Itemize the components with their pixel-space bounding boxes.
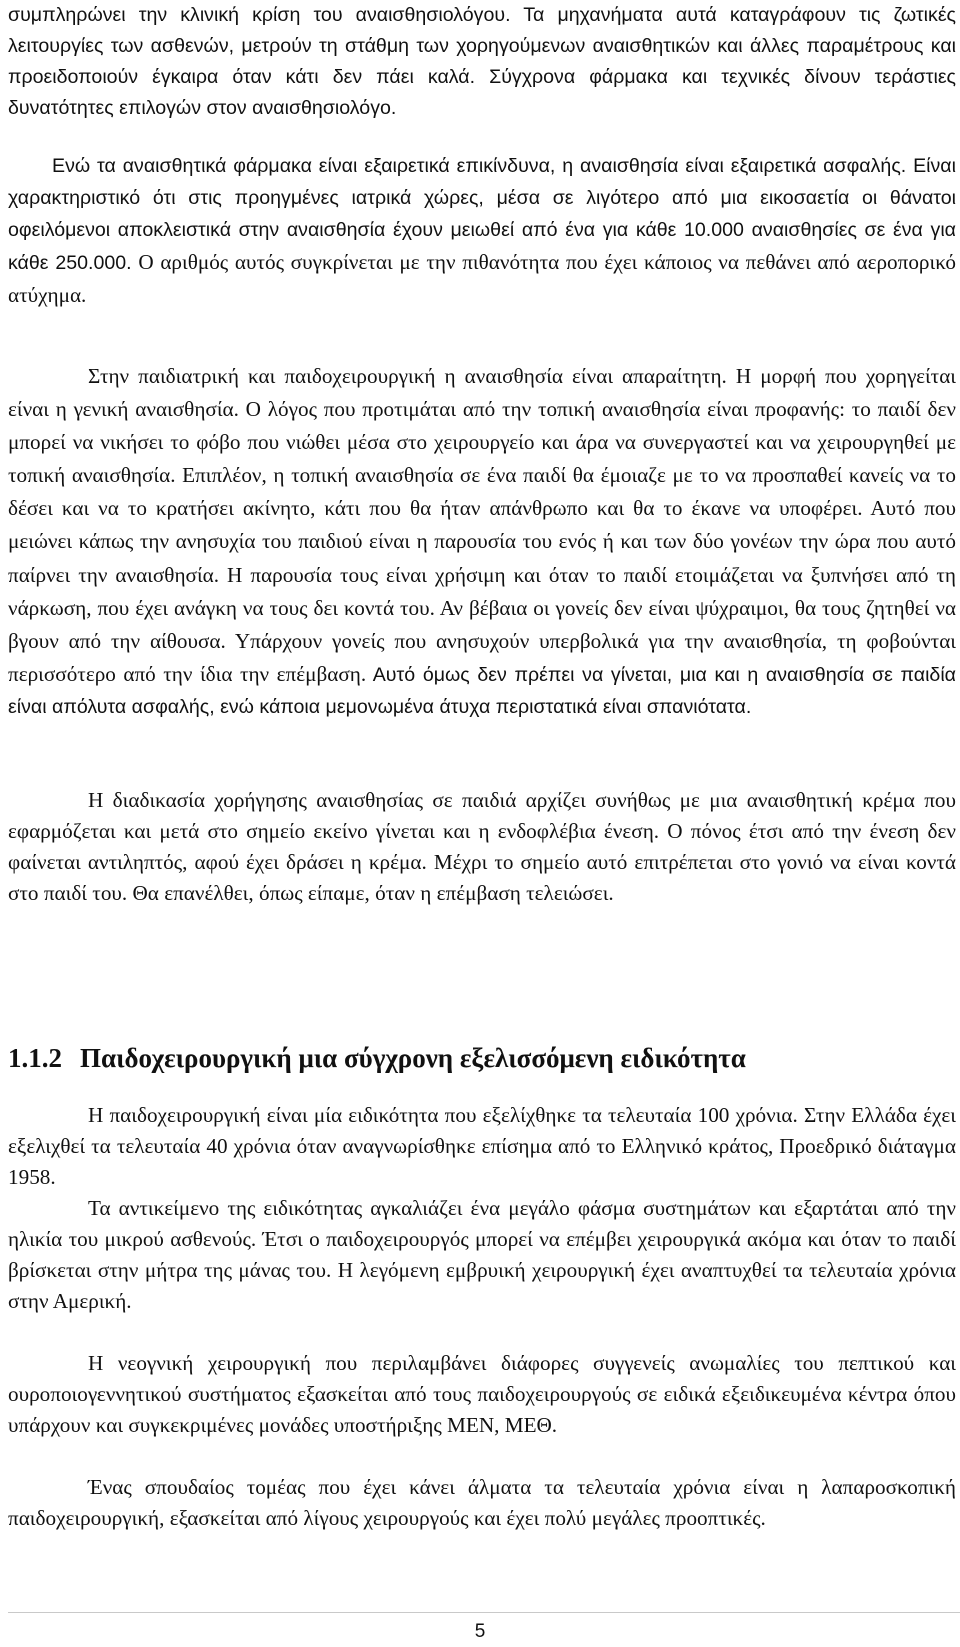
paragraph-safety-sentence-2: Είναι χαρακτηριστικό ότι στις προηγμένες ιατρικά χώρες, μέσα σε λιγότερο από μια εικοσαετία οι θάνατοι οφειλόμενοι αποκλειστικά στην αναισθησία έχουν μειωθεί από ένα για κάθε 10.000 αναισθησίες σε ένα για κάθε 250.000. xyxy=(8,155,956,275)
paragraph-laparoscopic-surgery xyxy=(8,1472,956,1534)
paragraph-pediatric-anesthesia-part-4: Αυτό που μειώνει κάπως την ανησυχία του παιδιού είναι η παρουσία του ενός ή και των δύο γονέων την ώρα που αυτό παίρνει την αναισθησία. Η παρουσία τους είναι χρήσιμη και όταν το παιδί ετοιμάζεται να ξυπνήσει από τη νάρκωση, που έχει ανάγκη να τους δει κοντά του. Αν βέβαια οι γονείς δεν είναι ψύχραιμοι, θα τους ζητηθεί να βγουν από την αίθουσα. Υπάρχουν γονείς που ανησυχούν υπερβολικά για την αναισθησία, τη φοβούνται περισσότερο από την ίδια την επέμβαση. xyxy=(8,496,957,686)
paragraph-procedure-text: Η διαδικασία χορήγησης αναισθησίας σε παιδιά αρχίζει συνήθως με μια αναισθητική κρέμα που εφαρμόζεται και μετά στο σημείο εκείνο γίνεται και η ενδοφλέβια ένεση. Ο πόνος έτσι από την ένεση δεν φαίνεται αντιληπτός, αφού έχει δράσει η κρέμα. Μέχρι το σημείο αυτό επιτρέπεται στο γονιό να είναι κοντά στο παιδί του. Θα επανέλθει, όπως είπαμε, όταν η επέμβαση τελειώσει. xyxy=(8,788,956,906)
footer-divider xyxy=(8,1612,960,1613)
paragraph-procedure xyxy=(8,785,956,909)
paragraph-laparoscopic-surgery-text: Ένας σπουδαίος τομέας που έχει κάνει άλματα τα τελευταία χρόνια είναι η λαπαροσκοπική παιδοχειρουργική, εξασκείται από λίγους χειρουργούς και έχει πολύ μεγάλες προοπτικές. xyxy=(8,1475,956,1531)
paragraph-safety-sentence-1: Ενώ τα αναισθητικά φάρμακα είναι εξαιρετικά επικίνδυνα, η αναισθησία είναι εξαιρετικά ασφαλής. xyxy=(52,155,907,177)
paragraph-neonatal-surgery xyxy=(8,1348,956,1441)
paragraph-specialty-scope xyxy=(8,1193,956,1317)
paragraph-specialty-history-text: Η παιδοχειρουργική είναι μία ειδικότητα που εξελίχθηκε τα τελευταία 100 χρόνια. Στην Ελλάδα έχει εξελιχθεί τα τελευταία 40 χρόνια όταν αναγνωρίσθηκε επίσημα από το Ελληνικό κράτος, Προεδρικό διάταγμα 1958. xyxy=(8,1103,956,1190)
page-number: 5 xyxy=(474,1621,486,1642)
paragraph-specialty-history xyxy=(8,1100,956,1193)
section-title: Παιδοχειρουργική μια σύγχρονη εξελισσόμενη ειδικότητα xyxy=(80,1043,746,1073)
paragraph-safety-sentence-3: Ο αριθμός αυτός συγκρίνεται με την πιθανότητα που έχει κάποιος να πεθάνει από αεροπορικό ατύχημα. xyxy=(8,250,957,308)
paragraph-pediatric-anesthesia xyxy=(8,361,956,724)
paragraph-neonatal-surgery-text: Η νεογνική χειρουργική που περιλαμβάνει διάφορες συγγενείς ανωμαλίες του πεπτικού και ουροποιογεννητικού συστήματος εξασκείται από τους παιδοχειρουργούς σε ειδικά εξειδικευμένα κέντρα όπου υπάρχουν και συγκεκριμένες μονάδες υποστήριξης ΜΕΝ, ΜΕΘ. xyxy=(8,1351,956,1438)
paragraph-monitoring-text: συμπληρώνει την κλινική κρίση του αναισθησιολόγου. Τα μηχανήματα αυτά καταγράφουν τις ζωτικές λειτουργίες των ασθενών, μετρούν τη στάθμη των χορηγούμενων αναισθητικών και άλλες παραμέτρους και προειδοποιούν έγκαιρα όταν κάτι δεν πάει καλά. Σύγχρονα φάρμακα και τεχνικές δίνουν τεράστιες δυνατότητες επιλογών στον αναισθησιολόγο. xyxy=(8,4,956,120)
paragraph-pediatric-anesthesia-part-3: Επιπλέον, η τοπική αναισθησία σε ένα παιδί θα έμοιαζε με το να προσπαθεί κανείς να το δέσει και να το κρατήσει ακίνητο, κάτι που θα ήταν απάνθρωπο και θα το έκανε να υποφέρει. xyxy=(8,463,956,521)
section-number: 1.1.2 xyxy=(8,1043,62,1073)
paragraph-specialty-scope-text: Τα αντικείμενο της ειδικότητας αγκαλιάζει ένα μεγάλο φάσμα συστημάτων και εξαρτάται από την ηλικία του μικρού ασθενούς. Έτσι ο παιδοχειρουργός μπορεί να επέμβει χειρουργικά ακόμα και όταν το παιδί βρίσκεται στην μήτρα της μάνας του. Η λεγόμενη εμβρυική χειρουργική έχει αναπτυχθεί τα τελευταία χρόνια στην Αμερική. xyxy=(8,1196,956,1314)
paragraph-pediatric-anesthesia-part-1: Στην παιδιατρική και παιδοχειρουργική η αναισθησία είναι απαραίτητη. Η μορφή που χορηγείται είναι η γενική αναισθησία. xyxy=(8,364,956,422)
paragraph-pediatric-anesthesia-part-5: Αυτό όμως δεν πρέπει να γίνεται, μια και η αναισθησία σε παιδία είναι απόλυτα ασφαλής, ενώ κάποια μεμονωμένα άτυχα περιστατικά είναι σπανιότατα. xyxy=(8,663,957,718)
paragraph-pediatric-anesthesia-part-2: Ο λόγος που προτιμάται από την τοπική αναισθησία είναι προφανής: το παιδί δεν μπορεί να νικήσει το φόβο που νιώθει μέσα στο χειρουργείο και άρα να συνεργαστεί και να χειρουργηθεί με τοπική αναισθησία. xyxy=(8,397,956,488)
paragraph-monitoring xyxy=(8,0,956,124)
paragraph-safety xyxy=(8,151,956,313)
section-heading xyxy=(8,1041,956,1075)
